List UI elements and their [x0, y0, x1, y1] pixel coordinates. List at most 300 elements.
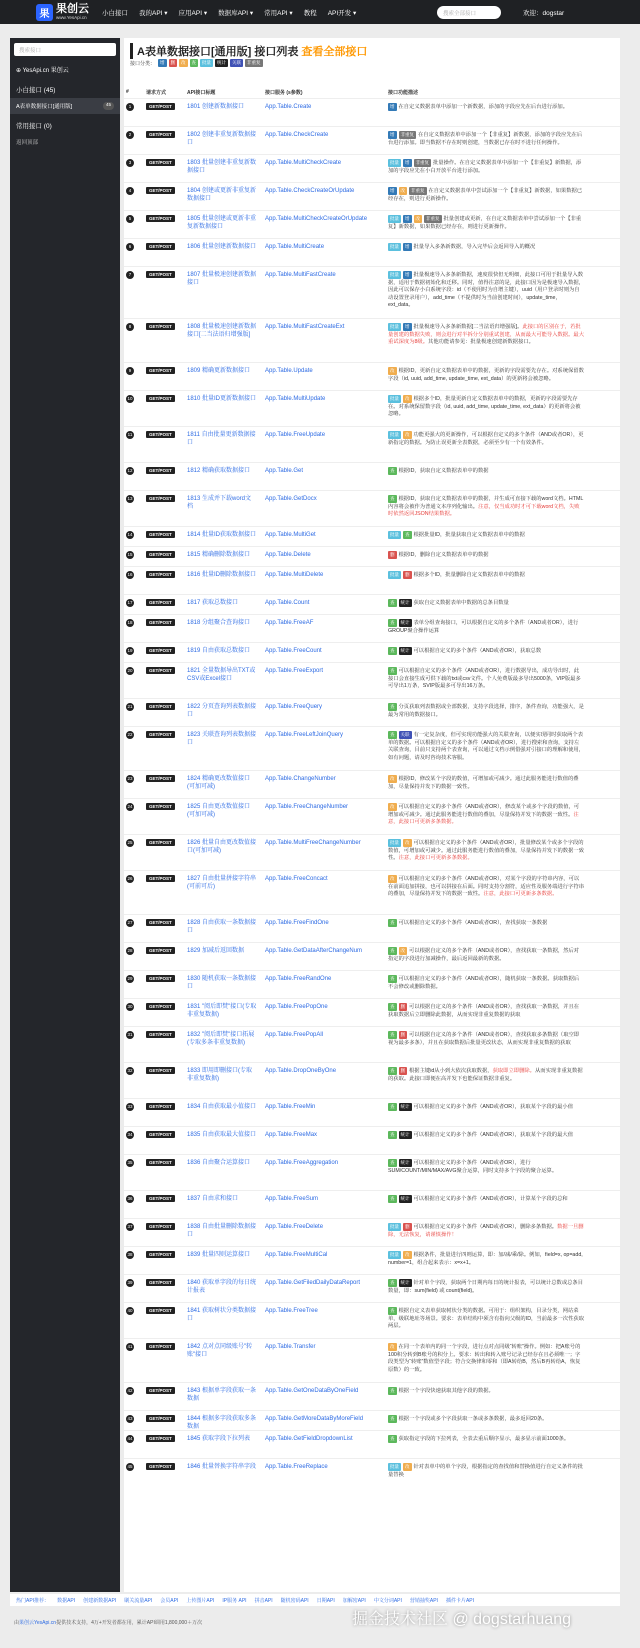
row-index: 8	[126, 323, 134, 331]
api-title-link[interactable]: 1842 点对点同级账号"转账"接口	[187, 1344, 253, 1358]
api-title-link[interactable]: 1816 批量ID删除数据接口	[187, 572, 257, 578]
api-service-link[interactable]: App.Table.CheckCreate	[265, 132, 329, 138]
description-text: 可以根据自定义的多个条件（AND或者OR），进行数据导出，成功导出时，此接口会直接生成可供下载的txt或csv文件。个人免费版最多导出5000条，VIP版最多可导出1万条，SVIP版最多可导出16万条。	[388, 668, 581, 689]
request-method: GET/POST	[146, 1003, 175, 1010]
api-title-link[interactable]: 1803 批量创建非重复新数据接口	[187, 160, 257, 174]
category-tag: 改	[390, 804, 395, 809]
category-tag: 查	[390, 1004, 395, 1009]
request-method: GET/POST	[146, 975, 175, 982]
api-service-link[interactable]: App.Table.MultiDelete	[265, 572, 324, 578]
api-title-link[interactable]: 1843 根据单字段获取一条数据	[187, 1388, 257, 1402]
api-service-link[interactable]: App.Table.Delete	[265, 552, 311, 558]
table-row	[124, 566, 620, 594]
category-tag: 查	[390, 704, 395, 709]
description-text: 表单分组查询接口，可以根据自定义的多个条件（AND或者OR），进行GROUP聚合操作运算	[388, 620, 579, 634]
description-text: 获取自定义数据表单中数据的总条目数量	[413, 600, 509, 606]
request-method: GET/POST	[146, 647, 175, 654]
api-service-link[interactable]: App.Table.FreeFindOne	[265, 920, 329, 926]
api-title-link[interactable]: 1845 获取字段下拉列表	[187, 1436, 251, 1442]
api-title-link[interactable]: 1834 自由获取最小值接口	[187, 1104, 257, 1110]
api-title-link[interactable]: 1837 自由求和接口	[187, 1196, 239, 1202]
footer-hot-link[interactable]: 会员API	[160, 1597, 179, 1604]
request-method: GET/POST	[146, 1463, 175, 1470]
api-service-link[interactable]: App.Table.DropOneByOne	[265, 1068, 337, 1074]
legend-tag-relation: 关联	[232, 60, 242, 65]
table-row	[124, 462, 620, 490]
row-index: 12	[127, 468, 133, 473]
category-tag: 删	[400, 1004, 405, 1009]
table-row	[124, 1382, 620, 1410]
api-title-link[interactable]: 1807 批量极速创建新数据接口	[187, 272, 257, 286]
footer-hot-link[interactable]: 营销抽奖API	[409, 1597, 438, 1604]
api-service-link[interactable]: App.Table.FreeChangeNumber	[265, 804, 349, 810]
category-tag: 查	[390, 1436, 395, 1441]
row-index: 4	[126, 187, 134, 195]
footer-hot-link[interactable]: IP服务 API	[222, 1597, 247, 1604]
api-description	[388, 1223, 584, 1239]
description-text: 可以根据自定义的多个条件（AND或者OR），进行SUM/COUNT/MIN/MAX/AVG聚合运算，同时支持多个字段的聚合运算。	[388, 1160, 558, 1174]
category-tag: 批量	[390, 324, 399, 329]
row-index: 15	[127, 552, 133, 557]
request-method: GET/POST	[146, 619, 175, 626]
api-title-link[interactable]: 1833 即用即删接口(专取非重复数据)	[187, 1068, 253, 1082]
api-description	[388, 131, 584, 147]
description-text: 可以根据自定义的多个条件（AND或者OR），计算某个字段的总和	[413, 1196, 568, 1202]
api-title-link[interactable]: 1817 获取总数接口	[187, 600, 239, 606]
row-index: 20	[127, 668, 133, 673]
category-tag: 查	[390, 976, 395, 981]
description-text: 可以根据自定义的多个条件（AND或者OR），查找获取多条数据（取空即视为最多多条），并且在获取数据后批量更改状态，从而实现非重复数据的获取	[388, 1032, 580, 1046]
sidebar-group-beginner[interactable]: 小白接口 (45)	[16, 87, 56, 94]
brand-logo[interactable]	[36, 4, 96, 21]
api-title-link[interactable]: 1810 批量ID更新数据接口	[187, 396, 257, 402]
request-method: GET/POST	[146, 1103, 175, 1110]
api-title-link[interactable]: 1839 批量四则运算接口	[187, 1252, 251, 1258]
table-row	[124, 154, 620, 182]
row-index: 35	[127, 1160, 133, 1165]
api-title-link[interactable]: 1832 "阅后即焚"接口拓展(专取多条非重复数据)	[187, 1032, 255, 1046]
logo-subtext: www.YesApi.cn	[56, 15, 87, 20]
api-title-link[interactable]: 1812 精确获取数据接口	[187, 468, 251, 474]
api-title-link[interactable]: 1801 创建新数据接口	[187, 104, 245, 110]
category-tag: 删	[405, 572, 410, 577]
api-description	[388, 875, 584, 899]
category-tag: 批量	[390, 396, 399, 401]
watermark: 掘金技术社区 @ dogstarhuang	[352, 1611, 571, 1628]
api-service-link[interactable]: App.Table.FreeCount	[265, 648, 322, 654]
table-row	[124, 914, 620, 942]
api-service-link[interactable]: App.Table.Update	[265, 368, 313, 374]
category-tag: 增	[390, 104, 395, 109]
row-index: 10	[127, 396, 133, 401]
api-service-link[interactable]: App.Table.GetDocx	[265, 496, 317, 502]
user-greeting[interactable]: 欢迎：dogstar	[523, 10, 565, 17]
table-row	[124, 662, 620, 698]
home-icon: ⊕	[16, 68, 23, 74]
sidebar-home-link[interactable]	[10, 61, 120, 78]
table-row	[124, 1062, 620, 1098]
api-service-link[interactable]: App.Table.Get	[265, 468, 304, 474]
table-row	[124, 642, 620, 662]
copyright-suffix: 提供技术支持，4万+开发者都在用，累计API调用1,800,000＋万次	[56, 1620, 203, 1626]
api-description	[388, 323, 584, 347]
row-index: 40	[127, 1308, 133, 1313]
request-method: GET/POST	[146, 703, 175, 710]
api-title-link[interactable]: 1823 关联查询列表数据接口	[187, 732, 257, 746]
request-method: GET/POST	[146, 271, 175, 278]
api-service-link[interactable]: App.Table.GetDataAfterChangeNum	[265, 948, 363, 954]
row-index: 21	[127, 704, 133, 709]
api-title-link[interactable]: 1818 分组聚合查询接口	[187, 620, 251, 626]
col-description: 接口功能描述	[388, 90, 419, 96]
nav-item-my-api[interactable]: 我的API ▾	[139, 9, 168, 17]
api-title-link[interactable]: 1822 分页查询列表数据接口	[187, 704, 257, 718]
api-service-link[interactable]: App.Table.ChangeNumber	[265, 776, 336, 782]
description-warning: 获取即立即删除。	[492, 1068, 535, 1074]
footer-hot-link[interactable]: 创建新数据API	[83, 1597, 117, 1604]
api-service-link[interactable]: App.Table.FreeMax	[265, 1132, 318, 1138]
api-title-link[interactable]: 1831 "阅后即焚"接口(专取非重复数据)	[187, 1004, 257, 1018]
request-method: GET/POST	[146, 1131, 175, 1138]
api-description	[388, 531, 584, 540]
api-service-link[interactable]: App.Table.MultiCheckCreateOrUpdate	[265, 216, 368, 222]
api-service-link[interactable]: App.Table.MultiGet	[265, 532, 316, 538]
api-service-link[interactable]: App.Table.Count	[265, 600, 310, 606]
table-row	[124, 726, 620, 770]
api-title-link[interactable]: 1811 自由批量更新数据接口	[187, 432, 256, 446]
api-title-link[interactable]: 1813 生成并下载word文档	[187, 496, 252, 510]
view-all-link[interactable]: 查看全部接口	[301, 46, 368, 58]
col-title: API接口标题	[187, 90, 216, 96]
api-service-link[interactable]: App.Table.FreeUpdate	[265, 432, 326, 438]
category-tag: 统计	[400, 1132, 410, 1137]
api-service-link[interactable]: App.Table.GetOneDataByOneField	[265, 1388, 359, 1394]
nav-item-app-api[interactable]: 应用API ▾	[178, 9, 208, 17]
top-navigation-bar	[0, 0, 640, 24]
api-title-link[interactable]: 1802 创建非重复新数据接口	[187, 132, 257, 146]
legend-tag-update: 改	[181, 60, 186, 65]
row-index: 6	[126, 243, 134, 251]
category-tag: 批量	[390, 160, 399, 165]
category-tag: 批量	[390, 840, 399, 845]
request-method: GET/POST	[146, 495, 175, 502]
table-row	[124, 526, 620, 546]
copyright-prefix: 由	[14, 1620, 20, 1626]
api-service-link[interactable]: App.Table.FreeRandOne	[265, 976, 332, 982]
description-text: 批量极速导入多条新数据[二当法语归增强版]。	[413, 324, 523, 330]
category-tag: 查	[390, 920, 395, 925]
description-text: 针对单个字段，获取两个日期内每日的统计报表，可以统计总数或总条目数量，即：sum(field) 或 count(field)。	[388, 1280, 584, 1294]
nav-item-db-api[interactable]: 数据库API ▾	[218, 9, 254, 17]
description-text: 根据一个字段或多个字段获取一条或多条数据，最多返回20条。	[398, 1416, 548, 1422]
api-service-link[interactable]: App.Table.MultiUpdate	[265, 396, 326, 402]
row-index: 38	[127, 1252, 133, 1257]
api-description	[388, 1307, 584, 1331]
category-tag: 改	[405, 396, 410, 401]
sidebar-item-table-api[interactable]	[10, 98, 120, 114]
description-extra: 从而实现非重复数据的获取。此接口即便在高并发下也能保证数据非重复。	[388, 1068, 583, 1082]
api-description	[388, 947, 584, 963]
api-service-link[interactable]: App.Table.MultiFastCreate	[265, 272, 336, 278]
row-index: 36	[127, 1196, 133, 1201]
table-row	[124, 98, 620, 126]
api-title-link[interactable]: 1824 精确更改数值接口(可加可减)	[187, 776, 251, 790]
description-text: 可以根据自定义的多个条件（AND或者OR），随机获取一条数据。获取数据后不会修改或删除数据。	[388, 976, 580, 990]
api-service-link[interactable]: App.Table.GetFiledDailyDataReport	[265, 1280, 361, 1286]
table-row	[124, 238, 620, 266]
category-tag: 查	[390, 732, 395, 737]
api-description	[388, 551, 584, 560]
table-row	[124, 182, 620, 210]
description-text: 功能更强大的更新操作，可以根据自定义的多个条件（AND或者OR），更新指定的数据。为防止误更新全表数据，必须至少有一个有效条件。	[388, 432, 584, 446]
nav-item-api-dev[interactable]: API开发 ▾	[327, 9, 357, 17]
nav-item-common-api[interactable]: 常用API ▾	[264, 9, 293, 17]
api-title-link[interactable]: 1821 全量数据导出TXT或CSV或Excel接口	[187, 668, 256, 682]
row-index: 18	[127, 620, 133, 625]
category-tag: 查	[390, 668, 395, 673]
row-index: 9	[126, 367, 134, 375]
api-service-link[interactable]: App.Table.MultiFastCreateExt	[265, 324, 345, 330]
description-text: 可以根据自定义的多个条件（AND或者OR），查找获取一条数据，然后对指定的字段进行加减操作，最后返回最新的数据。	[388, 948, 580, 962]
footer-hot-link[interactable]: 中文分词API	[373, 1597, 402, 1604]
sidebar-back-to-top[interactable]: 返回顶部	[16, 140, 39, 146]
table-header	[124, 86, 620, 98]
api-title-link[interactable]: 1828 自由获取一条数据接口	[187, 920, 257, 934]
api-service-link[interactable]: App.Table.CheckCreateOrUpdate	[265, 188, 355, 194]
description-text: 可以根据自定义的多个条件（AND或者OR），批量修改某个或多个字段的数值，可增加或可减少。通过此服务能进行数值的叠加，尽量保持并发下的数据一致性。	[388, 840, 584, 861]
request-method: GET/POST	[146, 875, 175, 882]
category-tag: 改	[405, 840, 410, 845]
api-title-link[interactable]: 1806 批量创建新数据接口	[187, 244, 257, 250]
api-service-link[interactable]: App.Table.MultiCheckCreate	[265, 160, 342, 166]
category-tag: 统计	[400, 1160, 410, 1165]
api-service-link[interactable]: App.Table.FreePopAll	[265, 1032, 324, 1038]
main-nav	[102, 8, 367, 17]
category-tag: 批量	[390, 432, 399, 437]
api-title-link[interactable]: 1846 批量替换字符串字段	[187, 1464, 257, 1470]
footer-hot-links	[10, 1594, 620, 1606]
row-index: 13	[127, 496, 133, 501]
table-row	[124, 490, 620, 526]
description-text: 根据批量ID，批量获取自定义数据表单中的数据	[413, 532, 525, 538]
table-row	[124, 614, 620, 642]
api-description	[388, 1131, 584, 1140]
api-description	[388, 395, 584, 419]
api-title-link[interactable]: 1805 批量创建或更新非重复新数据接口	[187, 216, 257, 230]
api-service-link[interactable]: App.Table.FreeTree	[265, 1308, 318, 1314]
api-description	[388, 1415, 584, 1424]
table-row	[124, 698, 620, 726]
row-index: 39	[127, 1280, 133, 1285]
category-tag: 查	[390, 1132, 395, 1137]
row-index: 17	[127, 600, 133, 605]
api-service-link[interactable]: App.Table.FreeSum	[265, 1196, 319, 1202]
row-index: 45	[127, 1464, 133, 1469]
category-tag: 统计	[400, 600, 410, 605]
footer-hot-link[interactable]: 刷关流量API	[124, 1597, 153, 1604]
category-tag: 查	[390, 948, 395, 953]
api-service-link[interactable]: App.Table.FreeDelete	[265, 1224, 324, 1230]
category-tag: 查	[390, 600, 395, 605]
description-text: 在自定义数据表单中添加一个新数据，添加的字段应先在后台进行添加。	[398, 104, 569, 110]
row-index: 33	[127, 1104, 133, 1109]
api-description	[388, 159, 584, 175]
footer-hot-link[interactable]: 插件卡片API	[445, 1597, 474, 1604]
api-description	[388, 1435, 584, 1444]
category-tag: 批量	[390, 532, 399, 537]
table-row	[124, 1410, 620, 1430]
description-text: 根据ID，修改某个字段的数值，可增加或可减少。通过此服务能进行数值的叠加，尽量保持并发下的数据一致性。	[388, 776, 579, 790]
api-service-link[interactable]: App.Table.FreeLeftJoinQuery	[265, 732, 344, 738]
request-method: GET/POST	[146, 531, 175, 538]
table-row	[124, 1430, 620, 1458]
api-title-link[interactable]: 1827 自由批量拼接字符串(可前可后)	[187, 876, 257, 890]
api-service-link[interactable]: App.Table.FreeMultiCal	[265, 1252, 328, 1258]
api-service-link[interactable]: App.Table.FreeAggregation	[265, 1160, 339, 1166]
category-tag: 查	[390, 648, 395, 653]
table-row	[124, 266, 620, 318]
api-service-link[interactable]: App.Table.MultiCreate	[265, 244, 325, 250]
api-service-link[interactable]: App.Table.FreeExport	[265, 668, 324, 674]
description-warning: 注意，此接口可更新多条数据。	[483, 891, 558, 897]
table-row	[124, 1246, 620, 1274]
copyright-link[interactable]: 果创云YesApi.cn	[19, 1620, 57, 1626]
api-description	[388, 599, 584, 608]
api-title-link[interactable]: 1841 获取树状分类数据接口	[187, 1308, 257, 1322]
table-row	[124, 1098, 620, 1126]
global-search-input[interactable]: 搜索全部接口	[437, 6, 501, 19]
api-title-link[interactable]: 1836 自由聚合运算接口	[187, 1160, 251, 1166]
category-tag: 查	[390, 1160, 395, 1165]
category-tag: 批量	[390, 572, 399, 577]
api-service-link[interactable]: App.Table.FreeAF	[265, 620, 314, 626]
category-tag: 增	[390, 132, 395, 137]
api-title-link[interactable]: 1815 精确删除数据接口	[187, 552, 251, 558]
table-row	[124, 1154, 620, 1190]
table-row	[124, 1338, 620, 1382]
api-service-link[interactable]: App.Table.GetFieldDropdownList	[265, 1436, 353, 1442]
table-row	[124, 1218, 620, 1246]
footer-hot-link[interactable]: 数据API	[57, 1597, 76, 1604]
api-title-link[interactable]: 1814 批量ID获取数据接口	[187, 532, 257, 538]
api-description	[388, 467, 584, 476]
description-text: 可以根据自定义的多个条件（AND或者OR），对某个字段的字符串内容，可以在前面追加拼接，也可以拼接在后面。同时支持分割符，适应性及服务端进行字符串的叠加，尽量保持并发下的数据一致性。	[388, 876, 584, 897]
api-service-link[interactable]: App.Table.Transfer	[265, 1344, 316, 1350]
row-index: 1	[126, 103, 134, 111]
description-text: 有一定复杂度，但可实现功能强大的关联查询，以便实现同时获取两个表单的数据。可以根据自定义的多个条件（AND或者OR），进行搜索和查询，支持左关联查询，目前只支持两个表查询，可以通过文档示例借强对引接口的理解和使用，如有问题，请及时咨询技术客服。	[388, 732, 584, 761]
request-method: GET/POST	[146, 323, 175, 330]
api-title-link[interactable]: 1804 创建或更新非重复新数据接口	[187, 188, 257, 202]
table-row	[124, 1274, 620, 1302]
category-tag: 批量	[390, 244, 399, 249]
request-method: GET/POST	[146, 395, 175, 402]
description-text: 根据ID，更新自定义数据表单中的数据，更新的字段需要先存在。对系统保留数字段（id, uuid, add_time, update_time, ext_data）的更新将会被忽略。	[388, 368, 584, 382]
category-tag: 非重复	[411, 188, 425, 193]
api-title-link[interactable]: 1838 自由批量删除数据接口	[187, 1224, 257, 1238]
category-tag: 删	[400, 1032, 405, 1037]
api-title-link[interactable]: 1809 精确更新数据接口	[187, 368, 251, 374]
sidebar-item-count: 45	[103, 102, 114, 110]
category-tag: 批量	[390, 216, 399, 221]
api-title-link[interactable]: 1835 自由获取最大值接口	[187, 1132, 257, 1138]
row-index: 14	[127, 532, 133, 537]
table-row	[124, 1302, 620, 1338]
row-index: 19	[127, 648, 133, 653]
api-title-link[interactable]: 1830 随机获取一条数据接口	[187, 976, 257, 990]
request-method: GET/POST	[146, 467, 175, 474]
api-service-link[interactable]: App.Table.GetMoreDataByMoreField	[265, 1416, 364, 1422]
page-title	[130, 43, 367, 59]
api-title-link[interactable]: 1819 自由获取总数接口	[187, 648, 251, 654]
footer-hot-link[interactable]: 上传图片API	[186, 1597, 215, 1604]
description-text: 批量导入多条新数据，导入完毕后会返回导入的概况	[413, 244, 536, 250]
api-title-link[interactable]: 1826 批量自由更改数值接口(可加可减)	[187, 840, 257, 854]
api-title-link[interactable]: 1829 加减后返回数据	[187, 948, 245, 954]
api-service-link[interactable]: App.Table.MultiFreeChangeNumber	[265, 840, 361, 846]
description-text: 可以根据自定义的多个条件（AND或者OR），查找获取一条数据	[398, 920, 548, 926]
sidebar-group-common[interactable]: 常用接口 (0)	[16, 123, 52, 130]
sidebar-search-input[interactable]: 搜索接口	[14, 43, 116, 56]
row-index: 43	[127, 1416, 133, 1421]
nav-item-beginner[interactable]: 小白接口	[102, 9, 128, 17]
description-text: 在自定义数据表单中添加一个【非重复】新数据，添加的字段应先在后台进行添加。即当数据不存在时则创建，当数据已存在时不进行任何操作。	[388, 132, 583, 146]
table-row	[124, 318, 620, 362]
nav-item-tutorial[interactable]: 教程	[303, 9, 317, 17]
api-description	[388, 215, 584, 231]
category-tag: 统计	[400, 648, 410, 653]
footer-hot-link[interactable]: 加解密API	[342, 1597, 366, 1604]
api-title-link[interactable]: 1825 自由更改数值接口(可加可减)	[187, 804, 251, 818]
api-service-link[interactable]: App.Table.Create	[265, 104, 312, 110]
table-row	[124, 1190, 620, 1218]
footer-hot-link[interactable]: 拼音API	[254, 1597, 273, 1604]
api-title-link[interactable]: 1808 批量极速创建新数据接口[二当法语归增强版]	[187, 324, 257, 338]
row-index: 23	[127, 776, 133, 781]
api-title-link[interactable]: 1844 根据多字段获取多条数据	[187, 1416, 257, 1430]
api-description	[388, 103, 584, 112]
category-tag: 增	[405, 244, 410, 249]
api-service-link[interactable]: App.Table.FreeReplace	[265, 1464, 328, 1470]
category-tag: 增	[405, 216, 410, 221]
description-text: 可以根据自定义的多个条件（AND或者OR），修改某个或多个字段的数值，可增加或可减少。通过此服务能进行数值的叠加，尽量保持并发下的数据一致性。	[388, 804, 580, 818]
category-tag: 改	[405, 1252, 410, 1257]
category-tag: 关联	[400, 732, 410, 737]
api-service-link[interactable]: App.Table.FreeMin	[265, 1104, 316, 1110]
category-tag: 批量	[390, 1464, 399, 1469]
legend-tag-delete: 删	[170, 60, 176, 65]
api-title-link[interactable]: 1840 获取单字段的每日统计报表	[187, 1280, 257, 1294]
api-description	[388, 1279, 584, 1295]
table-row	[124, 1458, 620, 1486]
api-description	[388, 1103, 584, 1112]
row-index: 2	[126, 131, 134, 139]
request-method: GET/POST	[146, 775, 175, 782]
row-index: 32	[127, 1068, 133, 1073]
api-description	[388, 731, 584, 762]
row-index: 37	[127, 1224, 133, 1229]
footer-hot-link[interactable]: 日期API	[316, 1597, 335, 1604]
category-tag: 查	[390, 1388, 395, 1393]
request-method: GET/POST	[146, 667, 175, 674]
api-service-link[interactable]: App.Table.FreeConcact	[265, 876, 328, 882]
footer-hot-link[interactable]: 随机密码API	[280, 1597, 309, 1604]
table-row	[124, 362, 620, 390]
api-service-link[interactable]: App.Table.FreeQuery	[265, 704, 323, 710]
main-content	[124, 38, 620, 1592]
category-tag: 改	[390, 1344, 395, 1349]
api-service-link[interactable]: App.Table.FreePopOne	[265, 1004, 328, 1010]
request-method: GET/POST	[146, 1343, 175, 1350]
